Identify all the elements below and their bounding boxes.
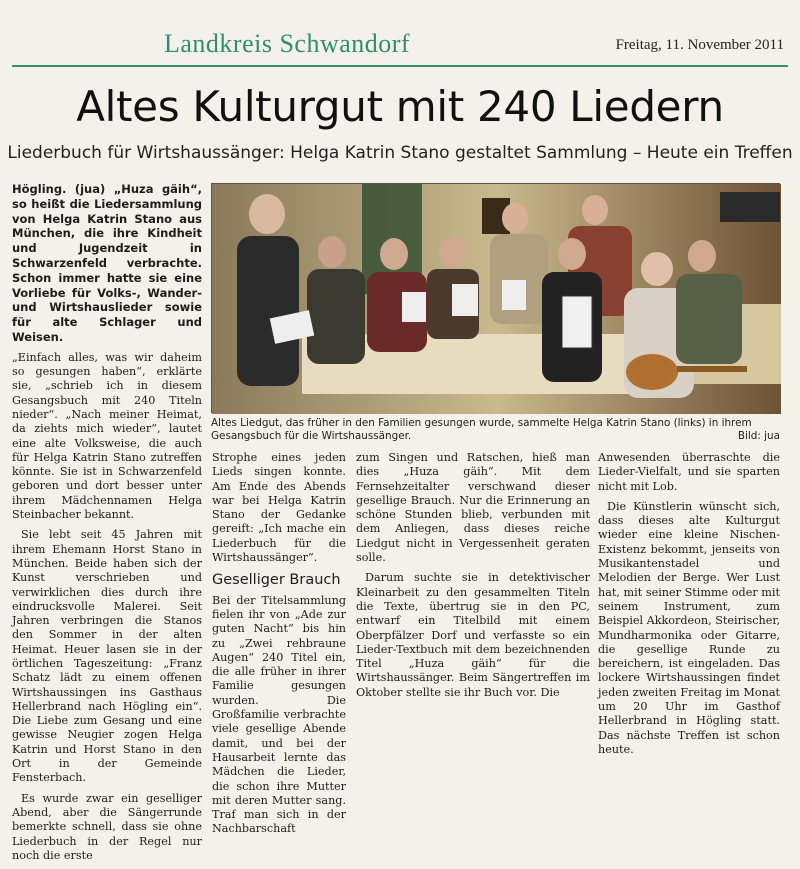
paragraph: Sie lebt seit 45 Jahren mit ihrem Ehemann Horst Stano in München. Beide haben sich der Kunst verschrieben und verwirklichen dies durch ihre eindrucksvolle Malerei. Seit Jahren verbringen die Stanos den Sommer in der alten Heimat. Heuer lasen sie in der örtlichen Tageszeitung: „Franz Schatz lädt zu einem offenen Wirtshaussingen ins Gasthaus Hellerbrand nach Högling ein“. Die Liebe zum Gesang und eine gewisse Neugier zogen Helga Katrin und Horst Stano in den Ort in der Gemeinde Fensterbach. <box>12 528 202 785</box>
column-3 <box>356 451 590 706</box>
paragraph: Darum suchte sie in detektivischer Kleinarbeit zu den gesammelten Titeln die Texte, übertrug sie in den PC, entwarf ein Titelbild mit einem Oberpfälzer Dorf und verfasste so ein Lieder-Textbuch mit dem bezeichnenden Titel „Huza gäih“ für die Wirtshaussänger. Beim Sängertreffen im Oktober stellte sie ihr Buch vor. Die <box>356 571 590 699</box>
photo-caption <box>211 417 780 443</box>
headline: Altes Kulturgut mit 240 Liedern <box>76 82 724 131</box>
lead-paragraph: Högling. (jua) „Huza gäih“, so heißt die Liedersammlung von Helga Katrin Stano aus München, die ihre Kindheit und Jugendzeit in Schwarzenfeld verbrachte. Schon immer hatte sie eine Vorliebe für Volks-, Wander- und Wirtshauslieder sowie für alte Schlager und Weisen. <box>12 182 202 344</box>
paragraph: Bei der Titelsammlung fielen ihr von „Ade zur guten Nacht“ bis hin zu „Zwei rehbraune Augen“ 240 Titel ein, die alle früher in ihrer Familie gesungen wurden. Die Großfamilie verbrachte viele gesellige Abende damit, und bei der Hausarbeit lernte das Mädchen die Lieder, die schon ihre Mutter mit deren Mutter sang. Traf man sich in der Nachbarschaft <box>212 593 346 836</box>
caption-text: Altes Liedgut, das früher in den Familien gesungen wurde, sammelte Helga Katrin Stano (links) in ihrem Gesangsbuch für die Wirtshaussänger. <box>211 417 752 442</box>
paragraph: Strophe eines jeden Lieds singen konnte. Am Ende des Abends war bei Helga Katrin Stano der Gedanke gereift: „Ich mache ein Liederbuch für die Wirtshaussänger“. <box>212 451 346 565</box>
subheading: Geselliger Brauch <box>212 572 341 589</box>
issue-date: Freitag, 11. November 2011 <box>615 37 784 53</box>
masthead <box>12 27 788 67</box>
paragraph: „Einfach alles, was wir daheim so gesungen haben“, erklärte sie, „schrieb ich in diesem Gesangsbuch mit 240 Titeln nieder“. „Nach meiner Heimat, da ziehts mich wieder“, lautet eine alte Volksweise, die auch für Helga Katrin Stano zutreffen könnte. Sie ist in Schwarzenfeld geboren und dort besser unter ihrem Mädchennamen Helga Steinbacher bekannt. <box>12 350 202 522</box>
section-title: Landkreis Schwandorf <box>164 29 411 58</box>
paragraph: Es wurde zwar ein geselliger Abend, aber die Sängerrunde bemerkte schnell, dass sie ohne Liederbuch in der Regel nur noch die erste <box>12 791 202 862</box>
paragraph: Anwesenden überraschte die Lieder-Vielfalt, und sie sparten nicht mit Lob. <box>598 451 780 493</box>
paragraph: Die Künstlerin wünscht sich, dass dieses alte Kulturgut wieder eine kleine Nischen-Existenz bekommt, jenseits von Musikantenstadel und Melodien der Berge. Wer Lust hat, mit seiner Stimme oder mit seinem Instrument, zum Beispiel Akkordeon, Steirischer, Mundharmonika oder Gitarre, die gesellige Runde zu bereichern, ist eingeladen. Das lockere Wirtshaussingen findet jeden zweiten Freitag im Monat um 20 Uhr im Gasthof Hellerbrand in Högling statt. Das nächste Treffen ist schon heute. <box>598 499 781 756</box>
subheadline: Liederbuch für Wirtshaussänger: Helga Katrin Stano gestaltet Sammlung – Heute ein Treffen <box>7 143 793 163</box>
column-1 <box>12 182 202 869</box>
photo-illustration <box>212 184 781 414</box>
paragraph: zum Singen und Ratschen, hieß man dies „Huza gäih“. Mit dem Fernsehzeitalter verschwand dieser gesellige Brauch. Nur die Erinnerung an schöne Stunden blieb, verbunden mit dem Anliegen, dass dieses reiche Liedgut nicht in Vergessenheit geraten solle. <box>356 451 590 565</box>
article-photo <box>211 183 780 413</box>
column-2 <box>212 451 346 843</box>
photo-credit: Bild: jua <box>737 430 780 442</box>
column-4 <box>598 451 780 763</box>
